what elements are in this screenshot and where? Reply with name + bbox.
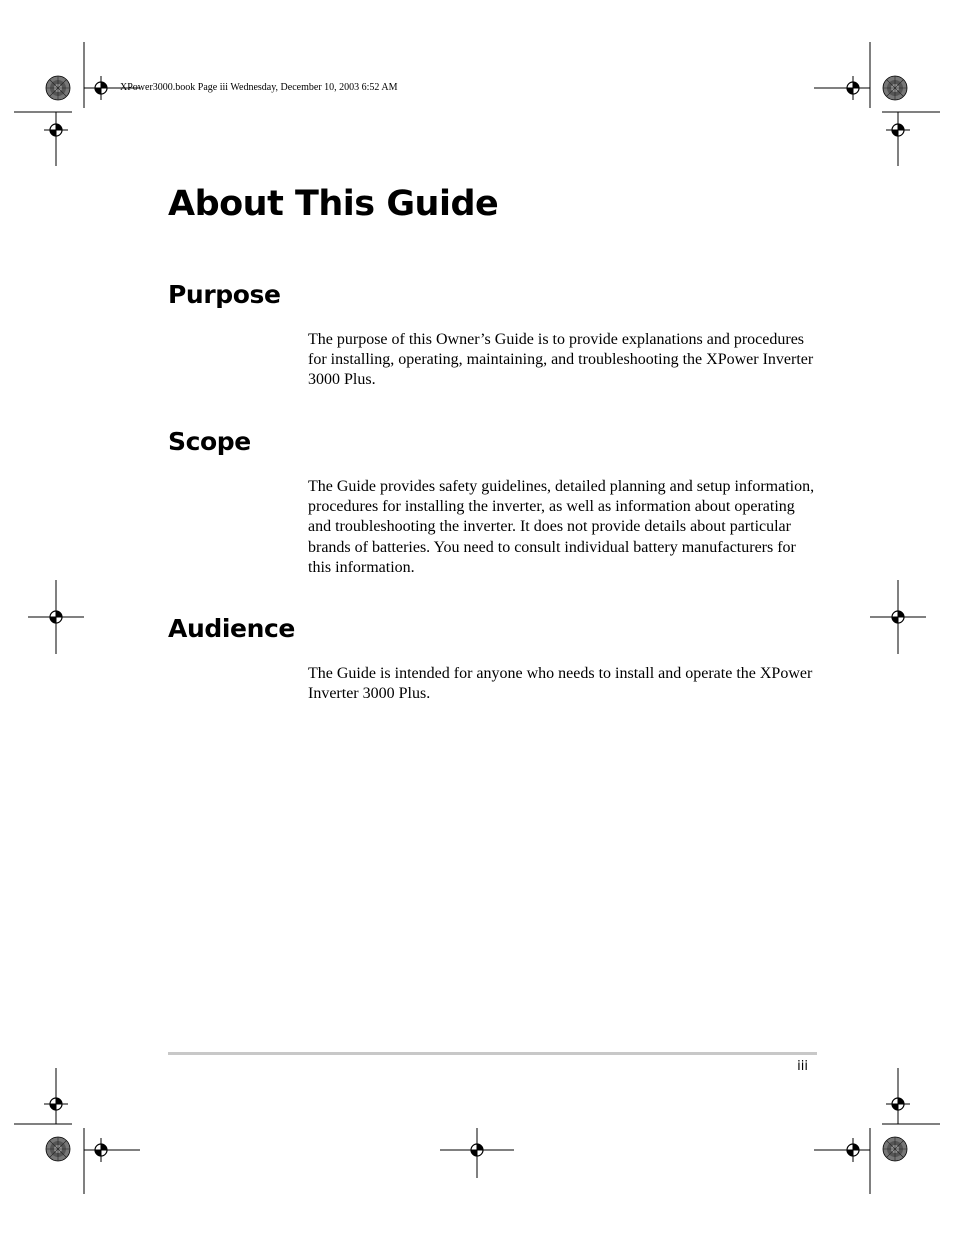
registration-target-icon (89, 1138, 113, 1162)
registration-target-icon (841, 76, 865, 100)
section-body-audience: The Guide is intended for anyone who needs to install and operate the XPower Inverter 3000 Plus. (308, 665, 813, 703)
crop-mark-top-right (814, 42, 940, 166)
starburst-mark-icon (46, 76, 70, 100)
print-header-slug: XPower3000.book Page iii Wednesday, December 10, 2003 6:52 AM (120, 82, 398, 93)
starburst-mark-icon (46, 1137, 70, 1161)
starburst-mark-icon (883, 76, 907, 100)
registration-target-icon (465, 1138, 489, 1162)
starburst-mark-icon (883, 1137, 907, 1161)
crop-mark-bottom-left (14, 1068, 140, 1194)
registration-target-icon (886, 1092, 910, 1116)
crop-mark-bottom-right (814, 1068, 940, 1194)
registration-target-icon (89, 76, 113, 100)
registration-target-icon (44, 605, 68, 629)
section-heading-audience: Audience (168, 614, 295, 643)
section-body-scope: The Guide provides safety guidelines, detailed planning and setup information, procedures for installing the inverter, as well as information about operating and troubleshooting the inverter. It does not provide details about particular brands of batteries. You need to consult individual battery manufacturers for this information. (308, 478, 815, 576)
footer-rule (168, 1052, 817, 1055)
registration-target-icon (841, 1138, 865, 1162)
page-number: iii (797, 1059, 808, 1074)
crop-mark-middle (28, 580, 926, 654)
registration-target-icon (886, 118, 910, 142)
section-heading-purpose: Purpose (168, 280, 281, 309)
registration-target-icon (44, 1092, 68, 1116)
registration-target-icon (886, 605, 910, 629)
crop-mark-top-left (14, 42, 140, 166)
section-heading-scope: Scope (168, 427, 251, 456)
registration-target-icon (44, 118, 68, 142)
section-body-purpose: The purpose of this Owner’s Guide is to provide explanations and procedures for installing, operating, maintaining, and troubleshooting the XPower Inverter 3000 Plus. (308, 331, 814, 389)
crop-mark-bottom-center (440, 1128, 514, 1178)
page-title: About This Guide (168, 184, 499, 224)
